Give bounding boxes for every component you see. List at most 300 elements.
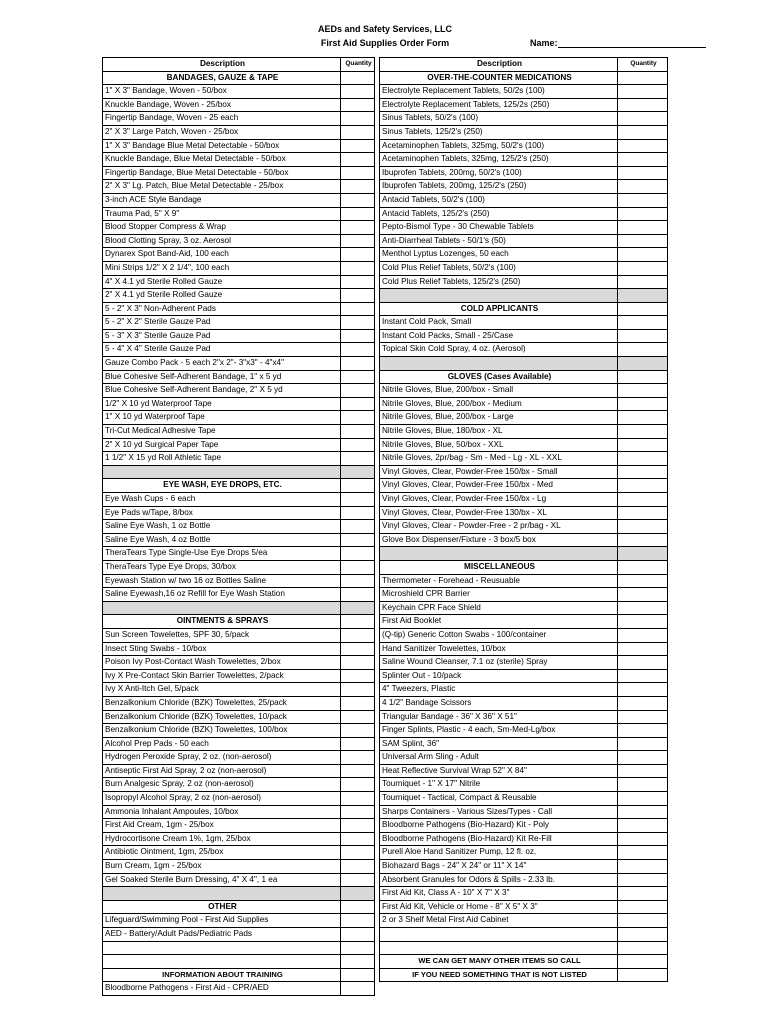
quantity-input-cell[interactable] bbox=[618, 261, 668, 275]
order-item-row bbox=[380, 384, 668, 398]
item-description: Benzalkonium Chloride (BZK) Towelettes, 25/pack bbox=[103, 696, 341, 710]
order-item-row bbox=[103, 275, 375, 289]
quantity-input-cell[interactable] bbox=[341, 819, 375, 833]
item-description: Hydrocortisone Cream 1%, 1gm, 25/box bbox=[103, 832, 341, 846]
order-item-row bbox=[103, 261, 375, 275]
quantity-input-cell[interactable] bbox=[618, 887, 668, 901]
item-description: SAM Splint, 36" bbox=[380, 737, 618, 751]
quantity-input-cell[interactable] bbox=[618, 112, 668, 126]
section-header-row bbox=[103, 615, 375, 629]
item-description: 1/2" X 10 yd Waterproof Tape bbox=[103, 397, 341, 411]
divider-qty-cell bbox=[618, 357, 668, 371]
quantity-input-cell[interactable] bbox=[618, 832, 668, 846]
item-description: Antibiotic Ointment, 1gm, 25/box bbox=[103, 846, 341, 860]
item-description: 5 - 2" X 2" Sterile Gauze Pad bbox=[103, 316, 341, 330]
section-header-qty-cell bbox=[618, 71, 668, 85]
order-item-row bbox=[380, 193, 668, 207]
order-item-row bbox=[103, 139, 375, 153]
quantity-input-cell[interactable] bbox=[341, 547, 375, 561]
item-description: Eye Wash Cups - 6 each bbox=[103, 493, 341, 507]
item-description: Blue Cohesive Self-Adherent Bandage, 2" X 5 yd bbox=[103, 384, 341, 398]
item-description: Saline Wound Cleanser, 7.1 oz (sterile) Spray bbox=[380, 656, 618, 670]
quantity-input-cell[interactable] bbox=[618, 479, 668, 493]
order-item-row bbox=[103, 764, 375, 778]
item-description: 2" X 10 yd Surgical Paper Tape bbox=[103, 438, 341, 452]
item-description: Topical Skin Cold Spray, 4 oz. (Aerosol) bbox=[380, 343, 618, 357]
item-description: Dynarex Spot Band-Aid, 100 each bbox=[103, 248, 341, 262]
quantity-input-cell[interactable] bbox=[341, 982, 375, 996]
item-description: Thermometer - Forehead - Reusuable bbox=[380, 574, 618, 588]
quantity-input-cell[interactable] bbox=[618, 207, 668, 221]
order-item-row bbox=[380, 180, 668, 194]
order-item-row bbox=[103, 710, 375, 724]
quantity-input-cell[interactable] bbox=[618, 384, 668, 398]
item-description: 5 - 4" X 4" Sterile Gauze Pad bbox=[103, 343, 341, 357]
divider-qty-cell bbox=[618, 289, 668, 303]
order-item-row bbox=[103, 289, 375, 303]
info-row bbox=[380, 955, 668, 969]
order-item-row bbox=[380, 343, 668, 357]
section-divider-row bbox=[380, 357, 668, 371]
quantity-input-cell[interactable] bbox=[618, 601, 668, 615]
item-description: First Aid Kit, Class A - 10" X 7" X 3" bbox=[380, 887, 618, 901]
order-item-row bbox=[103, 343, 375, 357]
name-input-line[interactable] bbox=[558, 39, 706, 48]
item-description: Saline Eye Wash, 1 oz Bottle bbox=[103, 520, 341, 534]
item-description: Trauma Pad, 5" X 9" bbox=[103, 207, 341, 221]
description-column-header: Description bbox=[103, 58, 341, 72]
item-description: Nitrile Gloves, Blue, 200/box - Small bbox=[380, 384, 618, 398]
order-item-row bbox=[380, 805, 668, 819]
item-description: Blood Clotting Spray, 3 oz. Aerosol bbox=[103, 234, 341, 248]
quantity-input-cell[interactable] bbox=[618, 574, 668, 588]
item-description: Absorbent Granules for Odors & Spills - 2.33 lb. bbox=[380, 873, 618, 887]
section-header-qty-cell bbox=[341, 479, 375, 493]
quantity-input-cell[interactable] bbox=[341, 533, 375, 547]
quantity-input-cell[interactable] bbox=[341, 914, 375, 928]
item-description: Universal Arm Sling - Adult bbox=[380, 751, 618, 765]
quantity-input-cell[interactable] bbox=[341, 778, 375, 792]
quantity-input-cell[interactable] bbox=[618, 438, 668, 452]
order-item-row bbox=[103, 656, 375, 670]
quantity-input-cell[interactable] bbox=[618, 316, 668, 330]
info-text: IF YOU NEED SOMETHING THAT IS NOT LISTED bbox=[380, 968, 618, 982]
item-description: Tourniquet - 1" X 17" Nitrile bbox=[380, 778, 618, 792]
item-description: Benzalkonium Chloride (BZK) Towelettes, 10/pack bbox=[103, 710, 341, 724]
info-qty-cell bbox=[618, 968, 668, 982]
quantity-input-cell[interactable] bbox=[618, 493, 668, 507]
quantity-input-cell[interactable] bbox=[341, 792, 375, 806]
quantity-column-header: Quantity bbox=[618, 58, 668, 72]
order-item-row bbox=[380, 166, 668, 180]
quantity-input-cell[interactable] bbox=[341, 452, 375, 466]
description-column-header: Description bbox=[380, 58, 618, 72]
order-item-row bbox=[380, 832, 668, 846]
quantity-input-cell[interactable] bbox=[618, 180, 668, 194]
divider-cell bbox=[103, 887, 341, 901]
order-item-row bbox=[103, 452, 375, 466]
quantity-input-cell[interactable] bbox=[618, 683, 668, 697]
order-item-row bbox=[103, 778, 375, 792]
quantity-input-cell[interactable] bbox=[341, 764, 375, 778]
quantity-input-cell[interactable] bbox=[341, 370, 375, 384]
quantity-input-cell[interactable] bbox=[341, 628, 375, 642]
item-description: Keychain CPR Face Shield bbox=[380, 601, 618, 615]
quantity-input-cell[interactable] bbox=[618, 846, 668, 860]
order-item-row bbox=[103, 819, 375, 833]
item-description: Burn Cream, 1gm - 25/box bbox=[103, 860, 341, 874]
quantity-input-cell[interactable] bbox=[341, 696, 375, 710]
quantity-input-cell[interactable] bbox=[618, 506, 668, 520]
quantity-input-cell[interactable] bbox=[341, 724, 375, 738]
quantity-input-cell[interactable] bbox=[618, 588, 668, 602]
item-description: Fingertip Bandage, Woven - 25 each bbox=[103, 112, 341, 126]
quantity-input-cell[interactable] bbox=[618, 234, 668, 248]
item-description: 1" X 3" Bandage Blue Metal Detectable - 50/box bbox=[103, 139, 341, 153]
item-description: Insect Sting Swabs - 10/box bbox=[103, 642, 341, 656]
item-description: Eye Pads w/Tape, 8/box bbox=[103, 506, 341, 520]
quantity-input-cell[interactable] bbox=[341, 669, 375, 683]
quantity-input-cell[interactable] bbox=[341, 493, 375, 507]
order-item-row bbox=[380, 139, 668, 153]
quantity-input-cell[interactable] bbox=[618, 275, 668, 289]
order-item-row bbox=[380, 125, 668, 139]
section-header-qty-cell bbox=[618, 370, 668, 384]
quantity-input-cell[interactable] bbox=[341, 302, 375, 316]
item-description: 1" X 10 yd Waterproof Tape bbox=[103, 411, 341, 425]
section-header-qty-cell bbox=[341, 615, 375, 629]
quantity-input-cell[interactable] bbox=[341, 316, 375, 330]
item-description: Vinyl Gloves, Clear, Powder-Free 150/bx - Lg bbox=[380, 493, 618, 507]
quantity-input-cell[interactable] bbox=[618, 615, 668, 629]
section-header: GLOVES (Cases Available) bbox=[380, 370, 618, 384]
order-item-row bbox=[103, 112, 375, 126]
item-description: 1" X 3" Bandage, Woven - 50/box bbox=[103, 85, 341, 99]
section-header: OVER-THE-COUNTER MEDICATIONS bbox=[380, 71, 618, 85]
info-text: INFORMATION ABOUT TRAINING bbox=[103, 968, 341, 982]
order-item-row bbox=[103, 805, 375, 819]
item-description: 3-inch ACE Style Bandage bbox=[103, 193, 341, 207]
quantity-input-cell[interactable] bbox=[341, 207, 375, 221]
section-divider-row bbox=[103, 887, 375, 901]
quantity-input-cell[interactable] bbox=[341, 873, 375, 887]
quantity-input-cell[interactable] bbox=[618, 696, 668, 710]
divider-cell bbox=[380, 357, 618, 371]
quantity-input-cell[interactable] bbox=[341, 139, 375, 153]
divider-qty-cell bbox=[341, 465, 375, 479]
quantity-input-cell[interactable] bbox=[341, 343, 375, 357]
item-description: Fingertip Bandage, Blue Metal Detectable - 50/box bbox=[103, 166, 341, 180]
order-item-row bbox=[103, 329, 375, 343]
quantity-input-cell[interactable] bbox=[341, 846, 375, 860]
divider-qty-cell bbox=[341, 601, 375, 615]
section-header-row bbox=[380, 302, 668, 316]
quantity-input-cell[interactable] bbox=[618, 669, 668, 683]
item-description: Ibuprofen Tablets, 200mg, 50/2's (100) bbox=[380, 166, 618, 180]
quantity-input-cell[interactable] bbox=[341, 574, 375, 588]
order-item-row bbox=[380, 819, 668, 833]
quantity-input-cell[interactable] bbox=[618, 751, 668, 765]
section-header-qty-cell bbox=[618, 560, 668, 574]
quantity-input-cell[interactable] bbox=[618, 153, 668, 167]
order-item-row bbox=[103, 506, 375, 520]
section-header: BANDAGES, GAUZE & TAPE bbox=[103, 71, 341, 85]
quantity-input-cell[interactable] bbox=[341, 193, 375, 207]
quantity-input-cell[interactable] bbox=[341, 329, 375, 343]
quantity-input-cell[interactable] bbox=[341, 411, 375, 425]
quantity-input-cell[interactable] bbox=[341, 221, 375, 235]
quantity-input-cell[interactable] bbox=[341, 384, 375, 398]
item-description: Ivy X Anti-Itch Gel, 5/pack bbox=[103, 683, 341, 697]
item-description: Vinyl Gloves, Clear, Powder-Free 150/bx - Med bbox=[380, 479, 618, 493]
item-description: Microshield CPR Barrier bbox=[380, 588, 618, 602]
item-description: 4" X 4.1 yd Sterile Rolled Gauze bbox=[103, 275, 341, 289]
quantity-input-cell[interactable] bbox=[341, 248, 375, 262]
section-header-row bbox=[103, 479, 375, 493]
quantity-input-cell[interactable] bbox=[341, 683, 375, 697]
name-label: Name: bbox=[530, 38, 558, 48]
item-description: Heat Reflective Survival Wrap 52" X 84" bbox=[380, 764, 618, 778]
item-description: (Q-tip) Generic Cotton Swabs - 100/container bbox=[380, 628, 618, 642]
item-description: Glove Box Dispenser/Fixture - 3 box/5 box bbox=[380, 533, 618, 547]
quantity-input-cell[interactable] bbox=[618, 98, 668, 112]
quantity-input-cell[interactable] bbox=[618, 628, 668, 642]
item-description: Hand Sanitizer Towelettes, 10/box bbox=[380, 642, 618, 656]
quantity-input-cell[interactable] bbox=[341, 832, 375, 846]
order-item-row bbox=[103, 928, 375, 942]
quantity-input-cell[interactable] bbox=[618, 248, 668, 262]
item-description: TheraTears Type Eye Drops, 30/box bbox=[103, 560, 341, 574]
order-item-row bbox=[380, 696, 668, 710]
order-item-row bbox=[380, 615, 668, 629]
quantity-input-cell[interactable] bbox=[341, 710, 375, 724]
quantity-input-cell[interactable] bbox=[341, 425, 375, 439]
quantity-input-cell[interactable] bbox=[618, 452, 668, 466]
item-description: Antacid Tablets, 125/2's (250) bbox=[380, 207, 618, 221]
order-item-row bbox=[380, 737, 668, 751]
order-item-row bbox=[103, 193, 375, 207]
quantity-input-cell[interactable] bbox=[341, 860, 375, 874]
order-item-row bbox=[103, 166, 375, 180]
order-item-row bbox=[380, 275, 668, 289]
quantity-input-cell[interactable] bbox=[341, 438, 375, 452]
quantity-input-cell[interactable] bbox=[341, 166, 375, 180]
item-description: Ammonia Inhalant Ampoules, 10/box bbox=[103, 805, 341, 819]
item-description: Vinyl Gloves, Clear, Powder-Free 150/bx - Small bbox=[380, 465, 618, 479]
quantity-input-cell[interactable] bbox=[341, 560, 375, 574]
order-item-row bbox=[103, 955, 375, 969]
item-description: Nitrile Gloves, Blue, 50/box - XXL bbox=[380, 438, 618, 452]
order-item-row bbox=[380, 411, 668, 425]
quantity-input-cell[interactable] bbox=[618, 941, 668, 955]
quantity-input-cell[interactable] bbox=[618, 166, 668, 180]
item-description: Alcohol Prep Pads - 50 each bbox=[103, 737, 341, 751]
divider-cell bbox=[380, 547, 618, 561]
quantity-input-cell[interactable] bbox=[341, 588, 375, 602]
item-description: Vinyl Gloves, Clear - Powder-Free - 2 pr/bag - XL bbox=[380, 520, 618, 534]
section-header: EYE WASH, EYE DROPS, ETC. bbox=[103, 479, 341, 493]
quantity-input-cell[interactable] bbox=[618, 764, 668, 778]
quantity-input-cell[interactable] bbox=[341, 928, 375, 942]
info-qty-cell bbox=[341, 968, 375, 982]
quantity-input-cell[interactable] bbox=[341, 153, 375, 167]
quantity-input-cell[interactable] bbox=[341, 805, 375, 819]
quantity-input-cell[interactable] bbox=[618, 778, 668, 792]
order-item-row bbox=[380, 85, 668, 99]
order-item-row bbox=[380, 425, 668, 439]
section-divider-row bbox=[380, 289, 668, 303]
quantity-input-cell[interactable] bbox=[618, 737, 668, 751]
order-item-row bbox=[380, 751, 668, 765]
order-item-row bbox=[380, 533, 668, 547]
item-description: Knuckle Bandage, Blue Metal Detectable - 50/box bbox=[103, 153, 341, 167]
quantity-input-cell[interactable] bbox=[618, 873, 668, 887]
quantity-input-cell[interactable] bbox=[618, 411, 668, 425]
quantity-input-cell[interactable] bbox=[618, 860, 668, 874]
info-text: WE CAN GET MANY OTHER ITEMS SO CALL bbox=[380, 955, 618, 969]
order-item-row bbox=[380, 887, 668, 901]
order-item-row bbox=[103, 547, 375, 561]
quantity-input-cell[interactable] bbox=[341, 98, 375, 112]
info-row bbox=[103, 968, 375, 982]
quantity-input-cell[interactable] bbox=[618, 193, 668, 207]
item-description: Biohazard Bags - 24" X 24" or 11" X 14" bbox=[380, 860, 618, 874]
order-item-row bbox=[380, 683, 668, 697]
order-item-row bbox=[103, 384, 375, 398]
quantity-input-cell[interactable] bbox=[618, 642, 668, 656]
quantity-input-cell[interactable] bbox=[618, 792, 668, 806]
quantity-input-cell[interactable] bbox=[341, 656, 375, 670]
quantity-input-cell[interactable] bbox=[618, 710, 668, 724]
quantity-column-header: Quantity bbox=[341, 58, 375, 72]
item-description: Acetaminophen Tablets, 325mg, 50/2's (100) bbox=[380, 139, 618, 153]
order-item-row bbox=[103, 642, 375, 656]
order-item-row bbox=[380, 153, 668, 167]
section-header-row bbox=[103, 71, 375, 85]
quantity-input-cell[interactable] bbox=[618, 397, 668, 411]
order-item-row bbox=[380, 248, 668, 262]
quantity-input-cell[interactable] bbox=[341, 261, 375, 275]
order-item-row bbox=[380, 234, 668, 248]
item-description bbox=[380, 928, 618, 942]
quantity-input-cell[interactable] bbox=[618, 520, 668, 534]
item-description bbox=[380, 941, 618, 955]
quantity-input-cell[interactable] bbox=[341, 751, 375, 765]
quantity-input-cell[interactable] bbox=[341, 955, 375, 969]
quantity-input-cell[interactable] bbox=[618, 900, 668, 914]
quantity-input-cell[interactable] bbox=[618, 221, 668, 235]
order-item-row bbox=[380, 588, 668, 602]
quantity-input-cell[interactable] bbox=[341, 234, 375, 248]
item-description: First Aid Cream, 1gm - 25/box bbox=[103, 819, 341, 833]
quantity-input-cell[interactable] bbox=[341, 397, 375, 411]
item-description: Blood Stopper Compress & Wrap bbox=[103, 221, 341, 235]
quantity-input-cell[interactable] bbox=[341, 112, 375, 126]
order-item-row bbox=[103, 411, 375, 425]
item-description: 1 1/2" X 15 yd Roll Athletic Tape bbox=[103, 452, 341, 466]
quantity-input-cell[interactable] bbox=[618, 819, 668, 833]
quantity-input-cell[interactable] bbox=[618, 656, 668, 670]
quantity-input-cell[interactable] bbox=[341, 125, 375, 139]
quantity-input-cell[interactable] bbox=[341, 357, 375, 371]
order-item-row bbox=[380, 397, 668, 411]
name-field[interactable] bbox=[530, 38, 706, 48]
item-description: Sun Screen Towelettes, SPF 30, 5/pack bbox=[103, 628, 341, 642]
quantity-input-cell[interactable] bbox=[341, 85, 375, 99]
item-description: Ibuprofen Tablets, 200mg, 125/2's (250) bbox=[380, 180, 618, 194]
section-header: MISCELLANEOUS bbox=[380, 560, 618, 574]
item-description: Instant Cold Pack, Small bbox=[380, 316, 618, 330]
quantity-input-cell[interactable] bbox=[618, 425, 668, 439]
item-description: Pepto-Bismol Type - 30 Chewable Tablets bbox=[380, 221, 618, 235]
info-qty-cell bbox=[618, 955, 668, 969]
item-description: Poison Ivy Post-Contact Wash Towelettes, 2/box bbox=[103, 656, 341, 670]
divider-cell bbox=[103, 465, 341, 479]
item-description: Hydrogen Peroxide Spray, 2 oz. (non-aerosol) bbox=[103, 751, 341, 765]
quantity-input-cell[interactable] bbox=[618, 343, 668, 357]
section-header-row bbox=[380, 71, 668, 85]
item-description: Eyewash Station w/ two 16 oz Bottles Saline bbox=[103, 574, 341, 588]
item-description: Benzalkonium Chloride (BZK) Towelettes, 100/box bbox=[103, 724, 341, 738]
quantity-input-cell[interactable] bbox=[618, 85, 668, 99]
item-description: AED - Battery/Adult Pads/Pediatric Pads bbox=[103, 928, 341, 942]
item-description: Sinus Tablets, 125/2's (250) bbox=[380, 125, 618, 139]
item-description: Bloodborne Pathogens (Bio-Hazard) Kit - Poly bbox=[380, 819, 618, 833]
item-description bbox=[103, 941, 341, 955]
item-description: Antiseptic First Aid Spray, 2 oz (non-aerosol) bbox=[103, 764, 341, 778]
order-item-row bbox=[380, 846, 668, 860]
quantity-input-cell[interactable] bbox=[618, 928, 668, 942]
order-item-row bbox=[380, 928, 668, 942]
item-description: 5 - 3" X 3" Sterile Gauze Pad bbox=[103, 329, 341, 343]
item-description: Gel Soaked Sterile Burn Dressing, 4" X 4", 1 ea bbox=[103, 873, 341, 887]
quantity-input-cell[interactable] bbox=[618, 139, 668, 153]
order-item-row bbox=[103, 520, 375, 534]
order-item-row bbox=[103, 914, 375, 928]
item-description: Sharps Containers - Various Sizes/Types - Call bbox=[380, 805, 618, 819]
quantity-input-cell[interactable] bbox=[341, 520, 375, 534]
order-item-row bbox=[103, 982, 375, 996]
quantity-input-cell[interactable] bbox=[341, 289, 375, 303]
quantity-input-cell[interactable] bbox=[341, 275, 375, 289]
quantity-input-cell[interactable] bbox=[618, 533, 668, 547]
item-description: Electrolyte Replacement Tablets, 125/2s (250) bbox=[380, 98, 618, 112]
quantity-input-cell[interactable] bbox=[618, 914, 668, 928]
order-item-row bbox=[380, 669, 668, 683]
order-item-row bbox=[380, 520, 668, 534]
item-description: 2" X 3" Lg. Patch, Blue Metal Detectable - 25/box bbox=[103, 180, 341, 194]
left-order-table bbox=[102, 57, 375, 996]
quantity-input-cell[interactable] bbox=[341, 506, 375, 520]
quantity-input-cell[interactable] bbox=[618, 329, 668, 343]
quantity-input-cell[interactable] bbox=[618, 465, 668, 479]
order-item-row bbox=[380, 98, 668, 112]
item-description: Purell Aloe Hand Sanitizer Pump, 12 fl. oz. bbox=[380, 846, 618, 860]
order-item-row bbox=[380, 941, 668, 955]
order-item-row bbox=[103, 533, 375, 547]
order-item-row bbox=[103, 846, 375, 860]
quantity-input-cell[interactable] bbox=[341, 642, 375, 656]
info-row bbox=[380, 968, 668, 982]
quantity-input-cell[interactable] bbox=[618, 805, 668, 819]
quantity-input-cell[interactable] bbox=[618, 724, 668, 738]
quantity-input-cell[interactable] bbox=[341, 737, 375, 751]
order-item-row bbox=[380, 479, 668, 493]
item-description: 5 - 2" X 3" Non-Adherent Pads bbox=[103, 302, 341, 316]
quantity-input-cell[interactable] bbox=[341, 941, 375, 955]
quantity-input-cell[interactable] bbox=[341, 180, 375, 194]
quantity-input-cell[interactable] bbox=[618, 125, 668, 139]
